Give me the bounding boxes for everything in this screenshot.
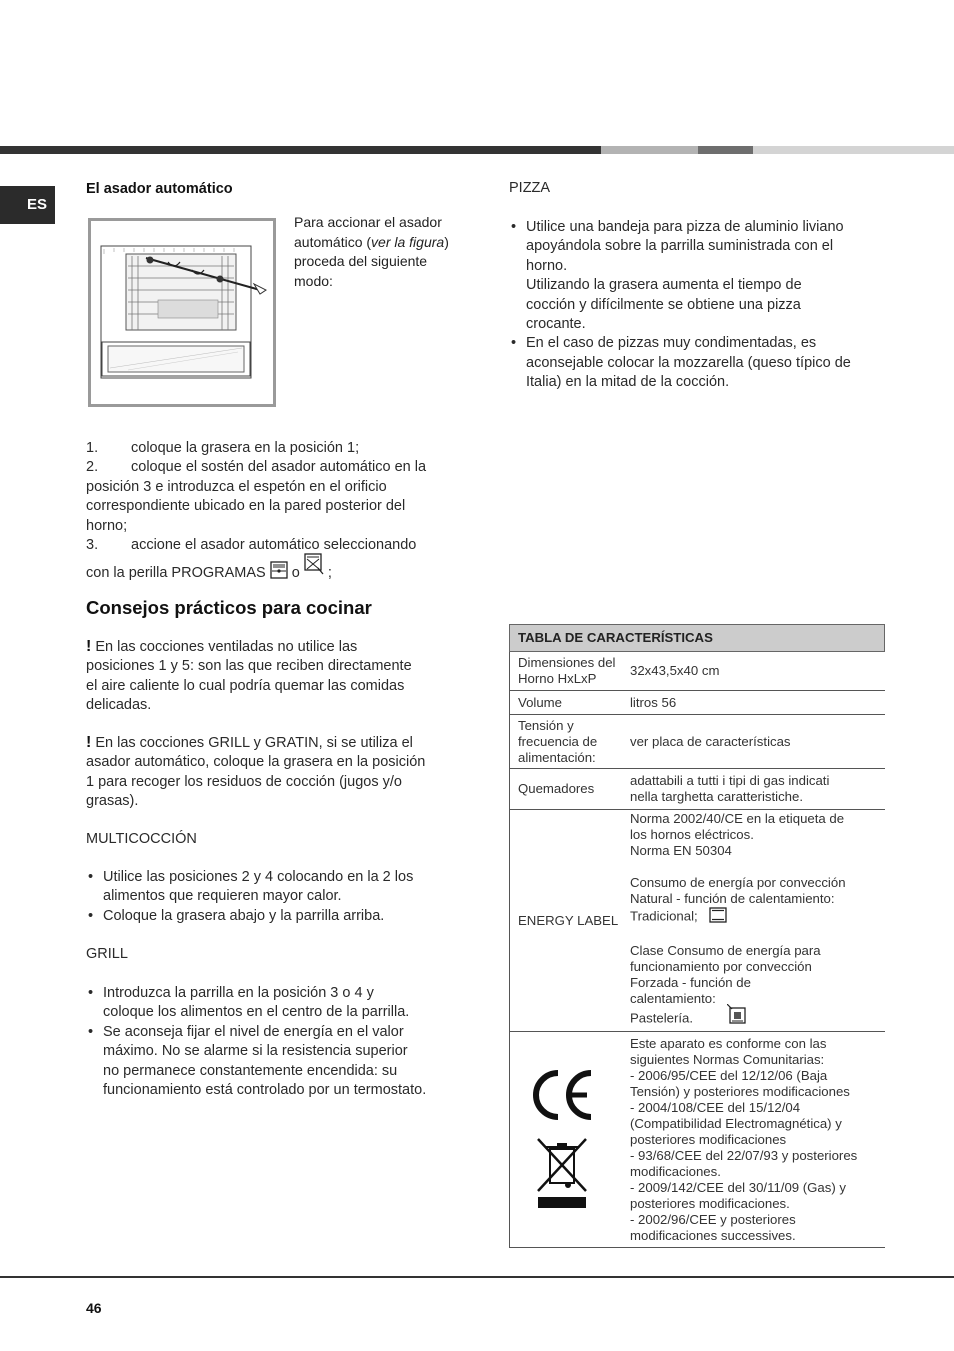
table-label-cell: ENERGY LABEL [510, 810, 623, 1032]
multicoccion-list [86, 868, 468, 926]
list-line: no permanece constantemente encendida: su [103, 1062, 398, 1079]
oven-rotisserie-figure [88, 218, 276, 412]
table-value-cell [622, 769, 885, 810]
caption-line: proceda del siguiente [294, 253, 428, 269]
caption-line: Para accionar el asador [294, 214, 442, 230]
cell-line: Norma 2002/40/CE en la etiqueta de [630, 810, 845, 826]
step-text: accione el asador automático seleccionando [131, 537, 417, 554]
table-label-cell: Quemadores [510, 769, 623, 810]
caption-text: automático ( [294, 233, 372, 250]
table-row-energy [510, 810, 885, 1032]
table-row [510, 652, 885, 691]
cell-line: Clase Consumo de energía para [630, 942, 821, 958]
step-2 [86, 458, 466, 477]
cell-line: calentamiento: [630, 990, 716, 1006]
cell-line: Natural - función de calentamiento: [630, 890, 835, 906]
warning-line [86, 733, 468, 753]
warning-line: posiciones 1 y 5: son las que reciben directamente [86, 658, 412, 675]
pizza-list [509, 218, 891, 393]
conventional-oven-icon [709, 907, 727, 927]
list-item [86, 984, 468, 1023]
cell-line: (Compatibilidad Electromagnética) y [630, 1115, 842, 1131]
table-value-cell [622, 1032, 885, 1248]
cell-line: Dimensiones del [518, 655, 616, 670]
cell-line: - 2004/108/CEE del 15/12/04 [630, 1099, 801, 1115]
list-line: horno. [526, 257, 568, 274]
warning-line: delicadas. [86, 697, 152, 714]
cell-text: Tradicional; [630, 907, 698, 923]
table-label-cell [510, 1032, 623, 1248]
warning-line: el aire caliente lo cual podría quemar las comidas [86, 677, 405, 694]
cell-line: Forzada - función de [630, 974, 751, 990]
cell-line: frecuencia de [518, 733, 598, 749]
cell-line: - 2002/96/CEE y posteriores [630, 1211, 796, 1227]
list-line: crocante. [526, 316, 586, 333]
step-text-line: correspondiente ubicado en la pared posterior del [86, 498, 406, 515]
step-text-line: posición 3 e introduzca el espetón en el orificio [86, 478, 387, 495]
table-value-cell: ver placa de características [622, 715, 885, 769]
list-line: • En el caso de pizzas muy condimentadas, es [526, 335, 817, 352]
cell-line: adattabili a tutti i tipi di gas indicati [630, 773, 830, 788]
table-row [510, 715, 885, 769]
cell-line: modificaciones. [630, 1163, 721, 1179]
list-line: • Introduzca la parrilla en la posición 3 o 4 y [103, 985, 374, 1001]
rotisserie-fan-grill-icon [304, 553, 324, 581]
list-line: máximo. No se alarme si la resistencia superior [103, 1043, 408, 1060]
step-text: o [291, 565, 300, 582]
table-value-cell: 32x43,5x40 cm [622, 652, 885, 691]
table-value-cell: litros 56 [622, 691, 885, 715]
warning-line: grasas). [86, 793, 139, 810]
cell-line: nella targhetta caratteristiche. [630, 789, 803, 804]
page-number: 46 [86, 1300, 102, 1316]
cell-line: Norma EN 50304 [630, 842, 732, 858]
step-number: 1. [86, 440, 99, 456]
warning-line [86, 637, 468, 657]
footer-rule [0, 1276, 954, 1278]
cell-line: - 2006/95/CEE del 12/12/06 (Baja [630, 1067, 828, 1083]
list-line: apoyándola sobre la parrilla suministrada con el [526, 238, 834, 255]
cell-text: Pastelería. [630, 1009, 694, 1025]
pastry-fan-oven-icon [727, 1004, 747, 1028]
table-row-norms [510, 1032, 885, 1248]
warning-line: 1 para recoger los residuos de cocción (jugos y/o [86, 773, 402, 790]
table-row [510, 769, 885, 810]
cell-line: Horno HxLxP [518, 671, 597, 686]
list-line: • Coloque la grasera abajo y la parrilla arriba. [103, 907, 385, 924]
table-header: TABLA DE CARACTERÍSTICAS [510, 625, 885, 652]
cell-line: siguientes Normas Comunitarias: [630, 1051, 825, 1067]
rotisserie-steps [86, 439, 466, 588]
caption-line [294, 233, 474, 253]
caption-line: modo: [294, 272, 333, 289]
cell-line: modificaciones successives. [630, 1227, 796, 1243]
list-line: coloque los alimentos en el centro de la parrilla. [103, 1004, 410, 1021]
bar-segment-dark [0, 146, 601, 154]
spacer [630, 927, 885, 943]
caption-emphasis: ver la figura [371, 233, 445, 250]
list-item [86, 907, 468, 926]
step-text: coloque el sostén del asador automático en la [131, 459, 427, 476]
cell-line [630, 907, 885, 927]
weee-bin-icon [502, 1135, 622, 1215]
table-row [510, 691, 885, 715]
exclamation-mark: ! [86, 638, 92, 655]
rotisserie-title: El asador automático [86, 181, 233, 197]
cell-line: Consumo de energía por convección [630, 874, 846, 890]
cell-line: funcionamiento por convección [630, 958, 812, 974]
ce-mark-icon [502, 1065, 622, 1129]
language-tab: ES [0, 186, 55, 224]
warning-text: En las cocciones ventiladas no utilice las [91, 639, 358, 655]
list-item [509, 334, 891, 392]
grill-list [86, 984, 468, 1100]
caption-text: ) [444, 233, 449, 250]
warning-text: En las cocciones GRILL y GRATIN, si se utiliza el [91, 735, 413, 751]
exclamation-mark: ! [86, 734, 92, 751]
warning-2 [86, 733, 468, 812]
table-value-cell [622, 810, 885, 1032]
list-line: • Utilice las posiciones 2 y 4 colocando en la 2 los [103, 869, 414, 885]
list-line: cocción y difícilmente se obtiene una pizza [526, 296, 801, 313]
list-line: Utilizando la grasera aumenta el tiempo de [526, 277, 802, 294]
step-text-line [86, 559, 466, 587]
warning-line: asador automático, coloque la grasera en la posición [86, 754, 426, 771]
list-line: • Utilice una bandeja para pizza de aluminio liviano [526, 219, 844, 235]
list-item [86, 868, 468, 907]
cell-line [630, 1007, 885, 1031]
bar-segment-mid [698, 146, 753, 154]
cell-line: - 2009/142/CEE del 30/11/09 (Gas) y [630, 1179, 847, 1195]
list-line: funcionamiento está controlado por un termostato. [103, 1082, 427, 1099]
step-number: 3. [86, 537, 99, 554]
tips-title: Consejos prácticos para cocinar [86, 597, 372, 618]
cell-line: Tensión y [518, 717, 574, 733]
pizza-title: PIZZA [509, 180, 551, 196]
cell-line: Tensión) y posteriores modificaciones [630, 1083, 850, 1099]
cell-line: posteriores modificaciones [630, 1131, 787, 1147]
top-color-bar [0, 146, 954, 154]
step-number: 2. [86, 459, 99, 476]
list-line: Italia) en la mitad de la cocción. [526, 374, 730, 391]
step-text: con la perilla PROGRAMAS [86, 565, 266, 582]
cell-line: Este aparato es conforme con las [630, 1035, 827, 1051]
table-header-row [510, 625, 885, 652]
grill-title: GRILL [86, 946, 128, 962]
table-label-cell: Volume [510, 691, 623, 715]
spacer [630, 859, 885, 875]
list-line: • Se aconseja fijar el nivel de energía en el valor [103, 1023, 404, 1040]
step-1 [86, 439, 466, 458]
table-label-cell [510, 652, 623, 691]
bar-segment-pale [753, 146, 954, 154]
step-text: coloque la grasera en la posición 1; [131, 440, 360, 456]
list-item [509, 218, 891, 334]
step-3 [86, 536, 466, 555]
figure-caption [294, 213, 474, 291]
cell-line: los hornos eléctricos. [630, 826, 754, 842]
bar-segment-light [601, 146, 698, 154]
list-line: alimentos que requieren mayor calor. [103, 888, 342, 905]
cell-line: posteriores modificaciones. [630, 1195, 790, 1211]
list-item [86, 1023, 468, 1101]
list-line: aconsejable colocar la mozzarella (queso típico de [526, 354, 851, 371]
warning-1 [86, 637, 468, 716]
rotisserie-grill-icon [270, 561, 288, 585]
characteristics-table [509, 624, 885, 1248]
cell-line: - 93/68/CEE del 22/07/93 y posteriores [630, 1147, 858, 1163]
step-text: ; [327, 565, 332, 582]
step-text-line: horno; [86, 517, 128, 534]
multicoccion-title: MULTICOCCIÓN [86, 831, 197, 847]
cell-line: alimentación: [518, 749, 596, 765]
table-label-cell [510, 715, 623, 769]
